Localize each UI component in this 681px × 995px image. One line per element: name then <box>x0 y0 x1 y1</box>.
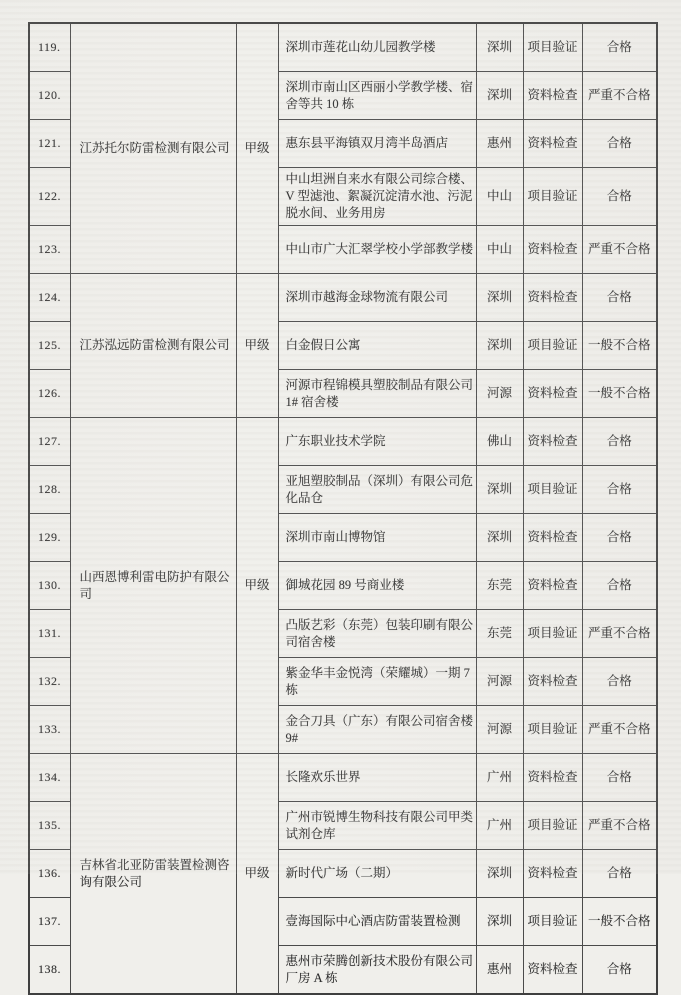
city-cell: 广州 <box>476 754 523 802</box>
method-cell: 项目验证 <box>523 898 582 946</box>
row-number-cell: 129. <box>29 514 70 562</box>
result-cell: 合格 <box>582 754 657 802</box>
method-cell: 资料检查 <box>523 658 582 706</box>
table-row <box>29 754 657 802</box>
project-cell: 御城花园 89 号商业楼 <box>278 562 476 610</box>
city-cell: 深圳 <box>476 466 523 514</box>
project-cell: 中山市广大汇翠学校小学部教学楼 <box>278 226 476 274</box>
city-cell: 东莞 <box>476 562 523 610</box>
row-number-cell: 138. <box>29 946 70 995</box>
row-number-cell: 119. <box>29 23 70 72</box>
company-cell: 山西恩博利雷电防护有限公司 <box>70 418 236 754</box>
row-number-cell: 131. <box>29 610 70 658</box>
method-cell: 项目验证 <box>523 706 582 754</box>
result-cell: 一般不合格 <box>582 370 657 418</box>
city-cell: 深圳 <box>476 898 523 946</box>
method-cell: 项目验证 <box>523 610 582 658</box>
result-cell: 严重不合格 <box>582 802 657 850</box>
result-cell: 合格 <box>582 120 657 168</box>
city-cell: 深圳 <box>476 23 523 72</box>
row-number-cell: 128. <box>29 466 70 514</box>
city-cell: 佛山 <box>476 418 523 466</box>
table-body <box>29 23 657 994</box>
city-cell: 深圳 <box>476 72 523 120</box>
row-number-cell: 130. <box>29 562 70 610</box>
grade-cell: 甲级 <box>236 23 278 274</box>
row-number-cell: 121. <box>29 120 70 168</box>
city-cell: 惠州 <box>476 946 523 995</box>
method-cell: 项目验证 <box>523 322 582 370</box>
method-cell: 资料检查 <box>523 418 582 466</box>
project-cell: 深圳市莲花山幼儿园教学楼 <box>278 23 476 72</box>
method-cell: 资料检查 <box>523 754 582 802</box>
row-number-cell: 132. <box>29 658 70 706</box>
city-cell: 河源 <box>476 658 523 706</box>
city-cell: 河源 <box>476 370 523 418</box>
project-cell: 凸版艺彩（东莞）包装印刷有限公司宿舍楼 <box>278 610 476 658</box>
result-cell: 合格 <box>582 850 657 898</box>
method-cell: 资料检查 <box>523 120 582 168</box>
city-cell: 深圳 <box>476 274 523 322</box>
project-cell: 长隆欢乐世界 <box>278 754 476 802</box>
project-cell: 紫金华丰金悦湾（荣耀城）一期 7 栋 <box>278 658 476 706</box>
row-number-cell: 134. <box>29 754 70 802</box>
result-cell: 合格 <box>582 418 657 466</box>
project-cell: 壹海国际中心酒店防雷装置检测 <box>278 898 476 946</box>
city-cell: 深圳 <box>476 514 523 562</box>
project-cell: 广州市锐博生物科技有限公司甲类试剂仓库 <box>278 802 476 850</box>
row-number-cell: 127. <box>29 418 70 466</box>
city-cell: 中山 <box>476 168 523 226</box>
method-cell: 资料检查 <box>523 72 582 120</box>
project-cell: 亚旭塑胶制品（深圳）有限公司危化品仓 <box>278 466 476 514</box>
city-cell: 惠州 <box>476 120 523 168</box>
result-cell: 合格 <box>582 23 657 72</box>
city-cell: 深圳 <box>476 322 523 370</box>
table-row <box>29 23 657 72</box>
method-cell: 资料检查 <box>523 226 582 274</box>
result-cell: 一般不合格 <box>582 322 657 370</box>
inspection-results-table <box>28 22 658 995</box>
result-cell: 合格 <box>582 946 657 995</box>
method-cell: 项目验证 <box>523 168 582 226</box>
project-cell: 金合刀具（广东）有限公司宿舍楼 9# <box>278 706 476 754</box>
result-cell: 合格 <box>582 562 657 610</box>
result-cell: 严重不合格 <box>582 610 657 658</box>
project-cell: 深圳市越海金球物流有限公司 <box>278 274 476 322</box>
row-number-cell: 133. <box>29 706 70 754</box>
method-cell: 项目验证 <box>523 802 582 850</box>
project-cell: 新时代广场（二期） <box>278 850 476 898</box>
city-cell: 东莞 <box>476 610 523 658</box>
result-cell: 严重不合格 <box>582 72 657 120</box>
project-cell: 河源市程锦模具塑胶制品有限公司 1# 宿舍楼 <box>278 370 476 418</box>
row-number-cell: 125. <box>29 322 70 370</box>
result-cell: 严重不合格 <box>582 226 657 274</box>
result-cell: 合格 <box>582 274 657 322</box>
method-cell: 项目验证 <box>523 466 582 514</box>
project-cell: 深圳市南山博物馆 <box>278 514 476 562</box>
result-cell: 合格 <box>582 514 657 562</box>
row-number-cell: 137. <box>29 898 70 946</box>
table-row <box>29 418 657 466</box>
row-number-cell: 120. <box>29 72 70 120</box>
city-cell: 深圳 <box>476 850 523 898</box>
project-cell: 惠州市荣腾创新技术股份有限公司厂房 A 栋 <box>278 946 476 995</box>
result-cell: 严重不合格 <box>582 706 657 754</box>
grade-cell: 甲级 <box>236 754 278 995</box>
project-cell: 中山坦洲自来水有限公司综合楼、V 型滤池、絮凝沉淀清水池、污泥脱水间、业务用房 <box>278 168 476 226</box>
row-number-cell: 126. <box>29 370 70 418</box>
method-cell: 项目验证 <box>523 23 582 72</box>
project-cell: 深圳市南山区西丽小学教学楼、宿舍等共 10 栋 <box>278 72 476 120</box>
row-number-cell: 123. <box>29 226 70 274</box>
row-number-cell: 136. <box>29 850 70 898</box>
table-row <box>29 274 657 322</box>
row-number-cell: 124. <box>29 274 70 322</box>
method-cell: 资料检查 <box>523 274 582 322</box>
method-cell: 资料检查 <box>523 562 582 610</box>
grade-cell: 甲级 <box>236 274 278 418</box>
grade-cell: 甲级 <box>236 418 278 754</box>
result-cell: 合格 <box>582 466 657 514</box>
row-number-cell: 122. <box>29 168 70 226</box>
company-cell: 吉林省北亚防雷装置检测咨询有限公司 <box>70 754 236 995</box>
company-cell: 江苏泓远防雷检测有限公司 <box>70 274 236 418</box>
company-cell: 江苏托尔防雷检测有限公司 <box>70 23 236 274</box>
row-number-cell: 135. <box>29 802 70 850</box>
result-cell: 一般不合格 <box>582 898 657 946</box>
result-cell: 合格 <box>582 168 657 226</box>
result-cell: 合格 <box>582 658 657 706</box>
city-cell: 广州 <box>476 802 523 850</box>
method-cell: 资料检查 <box>523 370 582 418</box>
method-cell: 资料检查 <box>523 946 582 995</box>
method-cell: 资料检查 <box>523 514 582 562</box>
project-cell: 广东职业技术学院 <box>278 418 476 466</box>
project-cell: 白金假日公寓 <box>278 322 476 370</box>
project-cell: 惠东县平海镇双月湾半岛酒店 <box>278 120 476 168</box>
city-cell: 中山 <box>476 226 523 274</box>
city-cell: 河源 <box>476 706 523 754</box>
method-cell: 资料检查 <box>523 850 582 898</box>
